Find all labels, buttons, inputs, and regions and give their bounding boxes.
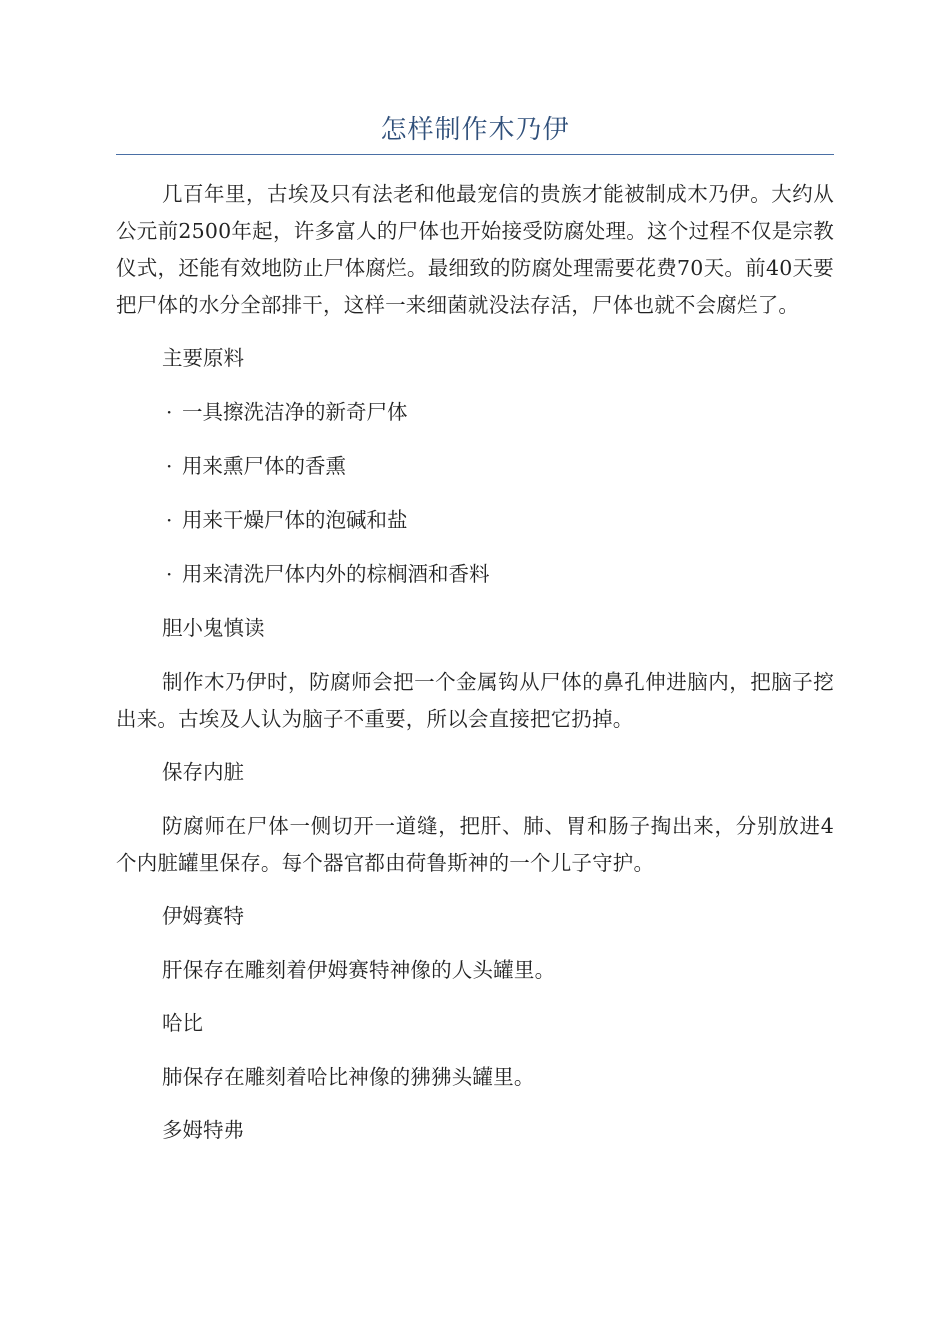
- list-item-text: 一具擦洗洁净的新奇尸体: [182, 400, 408, 424]
- organs-section-text: 防腐师在尸体一侧切开一道缝，把肝、肺、胃和肠子掏出来，分别放进4个内脏罐里保存。每个器官都由荷鲁斯神的一个儿子守护。: [116, 814, 834, 875]
- imsety-section-heading: 伊姆赛特: [162, 904, 244, 928]
- document-title: 怎样制作木乃伊: [380, 115, 570, 145]
- bullet-icon: ·: [166, 562, 173, 586]
- bullet-icon: ·: [166, 508, 173, 532]
- list-item-text: 用来熏尸体的香熏: [182, 454, 346, 478]
- brain-section-text: 制作木乃伊时，防腐师会把一个金属钩从尸体的鼻孔伸进脑内，把脑子挖出来。古埃及人认为脑子不重要，所以会直接把它扔掉。: [116, 670, 834, 731]
- imsety-section-text: 肝保存在雕刻着伊姆赛特神像的人头罐里。: [162, 958, 556, 982]
- list-item: [116, 394, 834, 431]
- list-item-text: 用来清洗尸体内外的棕榈酒和香料: [182, 562, 490, 586]
- document-body: [116, 176, 834, 1166]
- hapi-section-heading: 哈比: [162, 1011, 203, 1035]
- intro-paragraph: 几百年里，古埃及只有法老和他最宠信的贵族才能被制成木乃伊。大约从公元前2500年起，许多富人的尸体也开始接受防腐处理。这个过程不仅是宗教仪式，还能有效地防止尸体腐烂。最细致的防腐处理需要花费70天。前40天要把尸体的水分全部排干，这样一来细菌就没法存活，尸体也就不会腐烂了。: [116, 182, 834, 317]
- hapi-section-text: 肺保存在雕刻着哈比神像的狒狒头罐里。: [162, 1065, 535, 1089]
- list-item-text: 用来干燥尸体的泡碱和盐: [182, 508, 408, 532]
- list-item: [116, 448, 834, 485]
- list-item: [116, 556, 834, 593]
- list-item: [116, 502, 834, 539]
- bullet-icon: ·: [166, 454, 173, 478]
- title-underline: [116, 154, 834, 155]
- bullet-icon: ·: [166, 400, 173, 424]
- duamutef-section-heading: 多姆特弗: [162, 1118, 244, 1142]
- organs-section-heading: 保存内脏: [162, 760, 244, 784]
- brain-section-heading: 胆小鬼慎读: [162, 616, 265, 640]
- materials-heading: 主要原料: [162, 346, 244, 370]
